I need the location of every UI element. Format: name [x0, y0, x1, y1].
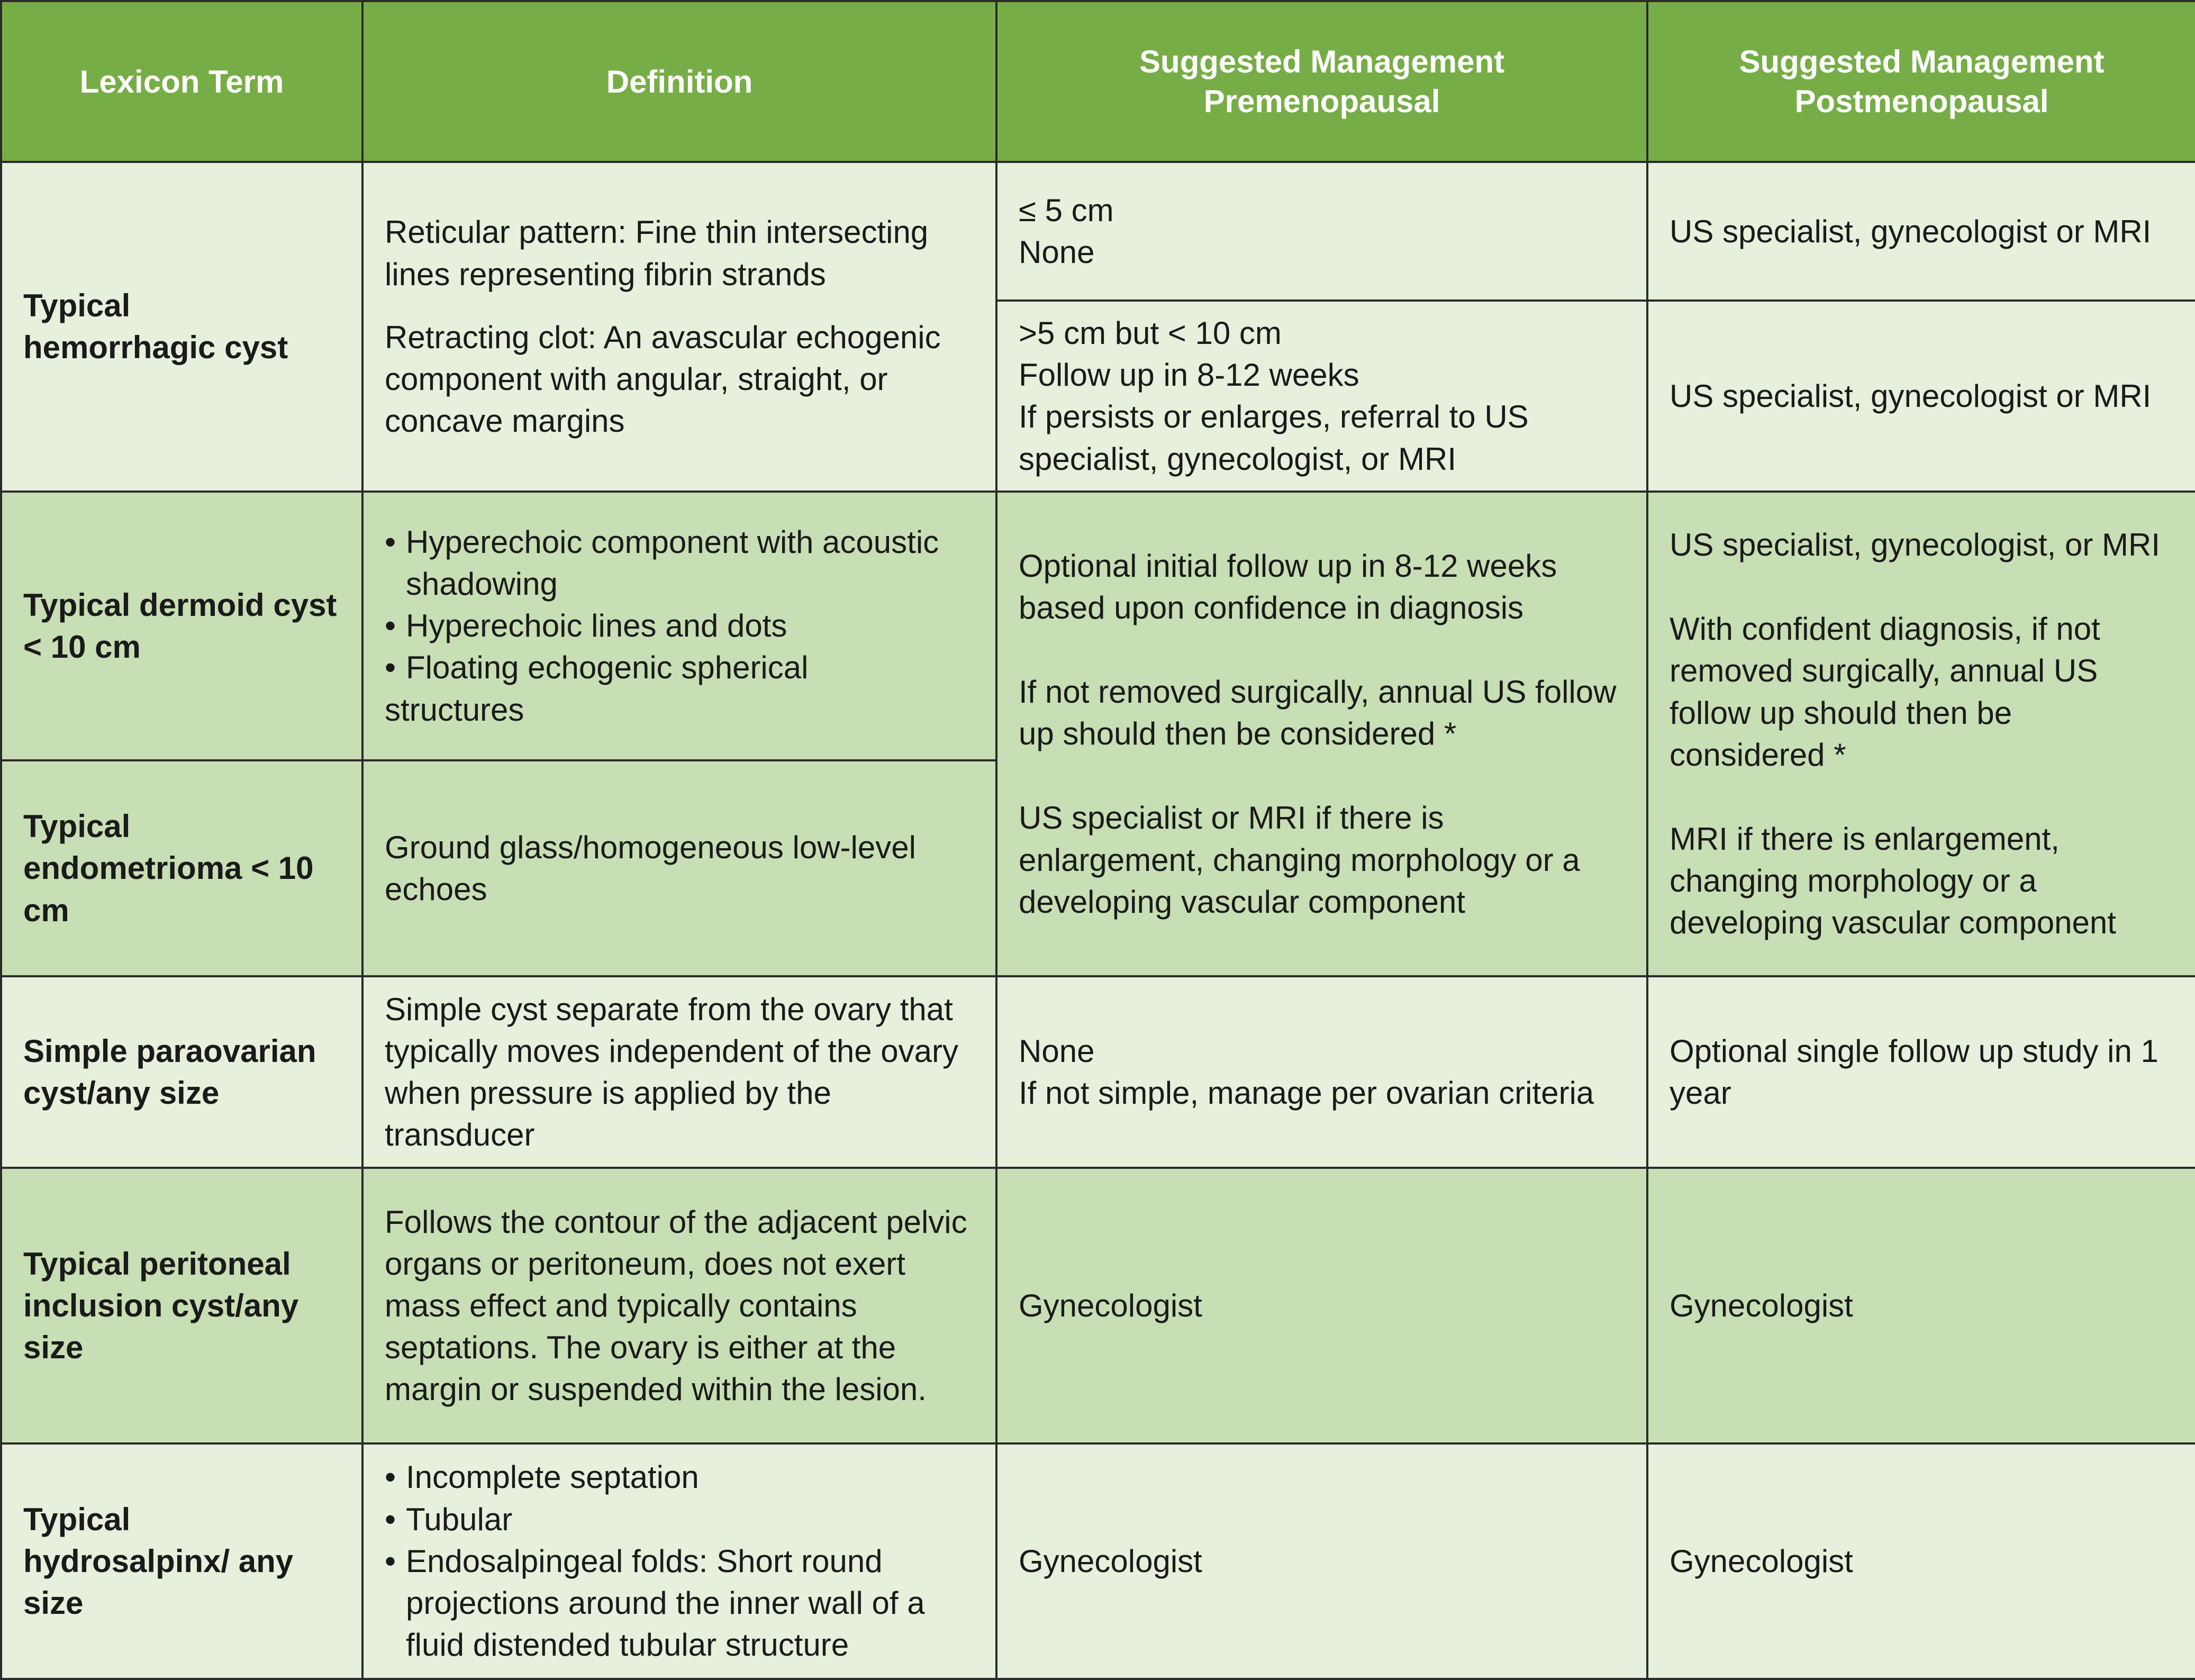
table-row-hydrosalpinx — [1, 1443, 2195, 1679]
header-lexicon-term: Lexicon Term — [1, 1, 362, 162]
premenopausal-paraovarian: None If not simple, manage per ovarian criteria — [996, 976, 1647, 1168]
definition-hydrosalpinx-list — [385, 1456, 974, 1666]
term-hydrosalpinx: Typical hydrosalpinx/ any size — [1, 1443, 362, 1679]
header-postmenopausal — [1647, 1, 2195, 162]
term-paraovarian: Simple paraovarian cyst/any size — [1, 976, 362, 1168]
header-premenopausal-line1: Suggested Management — [1139, 44, 1505, 80]
definition-endometrioma: Ground glass/homogeneous low-level echoes — [362, 760, 996, 976]
definition-hydrosalpinx — [362, 1443, 996, 1679]
term-endometrioma: Typical endometrioma < 10 cm — [1, 760, 362, 976]
term-peritoneal: Typical peritoneal inclusion cyst/any size — [1, 1168, 362, 1443]
definition-hemorrhagic-clot: Retracting clot: An avascular echogenic component with angular, straight, or concave margins — [385, 319, 941, 439]
premenopausal-hydrosalpinx: Gynecologist — [996, 1443, 1647, 1679]
definition-dermoid — [362, 492, 996, 760]
list-item: • Floating echogenic spherical — [385, 647, 974, 688]
premenopausal-dermoid-endometrioma: Optional initial follow up in 8-12 weeks based upon confidence in diagnosis If not removed surgically, annual US follow up should then be considered * US specialist or MRI if there is enlargement, changing morphology or a developing vascular component — [996, 492, 1647, 977]
definition-peritoneal: Follows the contour of the adjacent pelvic organs or peritoneum, does not exert mass effect and typically contains septations. The ovary is either at the margin or suspended within the lesion. — [362, 1168, 996, 1443]
list-item: • Hyperechoic lines and dots — [385, 605, 974, 647]
postmenopausal-peritoneal: Gynecologist — [1647, 1168, 2195, 1443]
definition-hemorrhagic-reticular: Reticular pattern: Fine thin intersecting lines representing fibrin strands — [385, 214, 929, 292]
postmenopausal-dermoid-endometrioma: US specialist, gynecologist, or MRI With confident diagnosis, if not removed surgically, annual US follow up should then be considered * MRI if there is enlargement, changing morphology or a developing vascular component — [1647, 492, 2195, 977]
table-row-dermoid — [1, 492, 2195, 760]
postmenopausal-hydrosalpinx: Gynecologist — [1647, 1443, 2195, 1679]
definition-paraovarian: Simple cyst separate from the ovary that typically moves independent of the ovary when pressure is applied by the transducer — [362, 976, 996, 1168]
list-item: • Endosalpingeal folds: Short round projections around the inner wall of a fluid distended tubular structure — [385, 1540, 974, 1666]
premenopausal-peritoneal: Gynecologist — [996, 1168, 1647, 1443]
postmenopausal-hemorrhagic-large: US specialist, gynecologist or MRI — [1647, 301, 2195, 491]
list-item: • Hyperechoic component with acoustic shadowing — [385, 521, 974, 605]
header-premenopausal — [996, 1, 1647, 162]
list-item: • Incomplete septation — [385, 1456, 974, 1498]
table-row-hemorrhagic-a — [1, 162, 2195, 301]
header-premenopausal-line2: Premenopausal — [1203, 84, 1440, 120]
list-item: structures — [385, 692, 524, 728]
header-postmenopausal-line2: Postmenopausal — [1794, 84, 2049, 120]
definition-dermoid-list — [385, 521, 974, 731]
postmenopausal-hemorrhagic-small: US specialist, gynecologist or MRI — [1647, 162, 2195, 301]
header-definition: Definition — [362, 1, 996, 162]
definition-hemorrhagic — [362, 162, 996, 491]
header-postmenopausal-line1: Suggested Management — [1739, 44, 2105, 80]
table-row-paraovarian — [1, 976, 2195, 1168]
list-item: • Tubular — [385, 1499, 974, 1540]
table-row-peritoneal — [1, 1168, 2195, 1443]
premenopausal-hemorrhagic-small: ≤ 5 cm None — [996, 162, 1647, 301]
postmenopausal-paraovarian: Optional single follow up study in 1 year — [1647, 976, 2195, 1168]
premenopausal-hemorrhagic-large: >5 cm but < 10 cm Follow up in 8-12 weeks If persists or enlarges, referral to US specialist, gynecologist, or MRI — [996, 301, 1647, 491]
term-dermoid: Typical dermoid cyst < 10 cm — [1, 492, 362, 760]
term-hemorrhagic: Typical hemorrhagic cyst — [1, 162, 362, 491]
header-row — [1, 1, 2195, 162]
